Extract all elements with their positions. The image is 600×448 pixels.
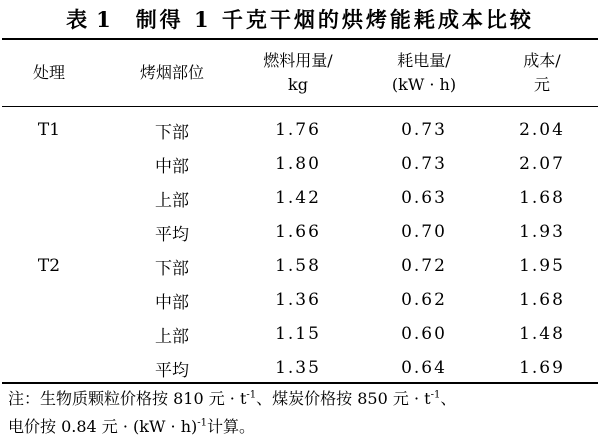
note-text: 计算。: [207, 417, 256, 436]
cell-power: 0.60: [401, 324, 447, 344]
note-superscript: -1: [197, 417, 207, 429]
header-cost: [486, 44, 598, 102]
cell-cost: 1.69: [519, 358, 565, 378]
cell-part: 下部: [155, 122, 189, 143]
header-fuel-line2: kg: [288, 75, 308, 94]
cell-cost: 1.68: [519, 290, 565, 310]
header-fuel: [228, 44, 368, 102]
header-part-label: 烤烟部位: [139, 63, 204, 82]
note-text: 电价按 0.84 元 · (kW · h): [8, 417, 198, 436]
cell-fuel: 1.36: [275, 290, 321, 310]
cell-part: 平均: [155, 360, 189, 381]
cell-treatment: [2, 352, 96, 384]
bottom-rule: [2, 382, 598, 384]
cell-cost: 1.93: [519, 222, 565, 242]
cell-part: 上部: [155, 190, 189, 211]
cell-cost: 1.68: [519, 188, 565, 208]
cell-power: 0.64: [401, 358, 447, 378]
header-rule: [2, 106, 598, 107]
note-text: 注：生物质颗粒价格按 810 元 · t: [8, 389, 247, 408]
header-treatment: [2, 44, 96, 102]
cell-part: 中部: [155, 292, 189, 313]
cell-fuel: 1.35: [275, 358, 321, 378]
cell-fuel: 1.58: [275, 256, 321, 276]
caption-number: 1: [96, 7, 114, 32]
header-treatment-label: 处理: [32, 63, 65, 82]
header-fuel-line1: 燃料用量/: [263, 51, 333, 70]
cell-power: 0.73: [401, 154, 447, 174]
cell-cost: 1.95: [519, 256, 565, 276]
cell-fuel: 1.15: [275, 324, 321, 344]
cell-treatment: T1: [37, 120, 61, 140]
table-note-line1: [8, 386, 596, 412]
header-cost-line2: 元: [533, 75, 550, 94]
header-cost-line1: 成本/: [523, 51, 561, 70]
cell-treatment: [2, 182, 96, 214]
cell-treatment: [2, 148, 96, 180]
caption-title: 制得 1 千克干烟的烘烤能耗成本比较: [135, 7, 534, 32]
cell-power: 0.73: [401, 120, 447, 140]
cell-part: 上部: [155, 326, 189, 347]
cell-part: 下部: [155, 258, 189, 279]
note-text: 、煤炭价格按 850 元 · t: [256, 389, 431, 408]
header-power: [352, 44, 496, 102]
cell-treatment: [2, 216, 96, 248]
cell-power: 0.70: [401, 222, 447, 242]
note-superscript: -1: [246, 389, 257, 401]
table-note-line2: [8, 414, 596, 440]
cell-part: 平均: [155, 224, 189, 245]
note-text: 、: [440, 389, 457, 408]
note-superscript: -1: [430, 389, 441, 401]
cell-part: 中部: [155, 156, 189, 177]
cell-treatment: T2: [37, 256, 61, 276]
cell-power: 0.72: [401, 256, 447, 276]
cell-fuel: 1.76: [275, 120, 321, 140]
cell-treatment: [2, 284, 96, 316]
caption-prefix: 表: [66, 7, 91, 32]
cell-fuel: 1.80: [275, 154, 321, 174]
header-part: [96, 44, 248, 102]
table-caption: [0, 4, 600, 34]
cell-cost: 1.48: [519, 324, 565, 344]
cell-fuel: 1.42: [275, 188, 321, 208]
cell-power: 0.63: [401, 188, 447, 208]
cell-fuel: 1.66: [275, 222, 321, 242]
cell-cost: 2.04: [519, 120, 565, 140]
cell-cost: 2.07: [519, 154, 565, 174]
header-power-line1: 耗电量/: [397, 51, 451, 70]
cell-power: 0.62: [401, 290, 447, 310]
header-power-line2: (kW · h): [391, 75, 457, 94]
top-rule: [2, 38, 598, 40]
cell-treatment: [2, 318, 96, 350]
